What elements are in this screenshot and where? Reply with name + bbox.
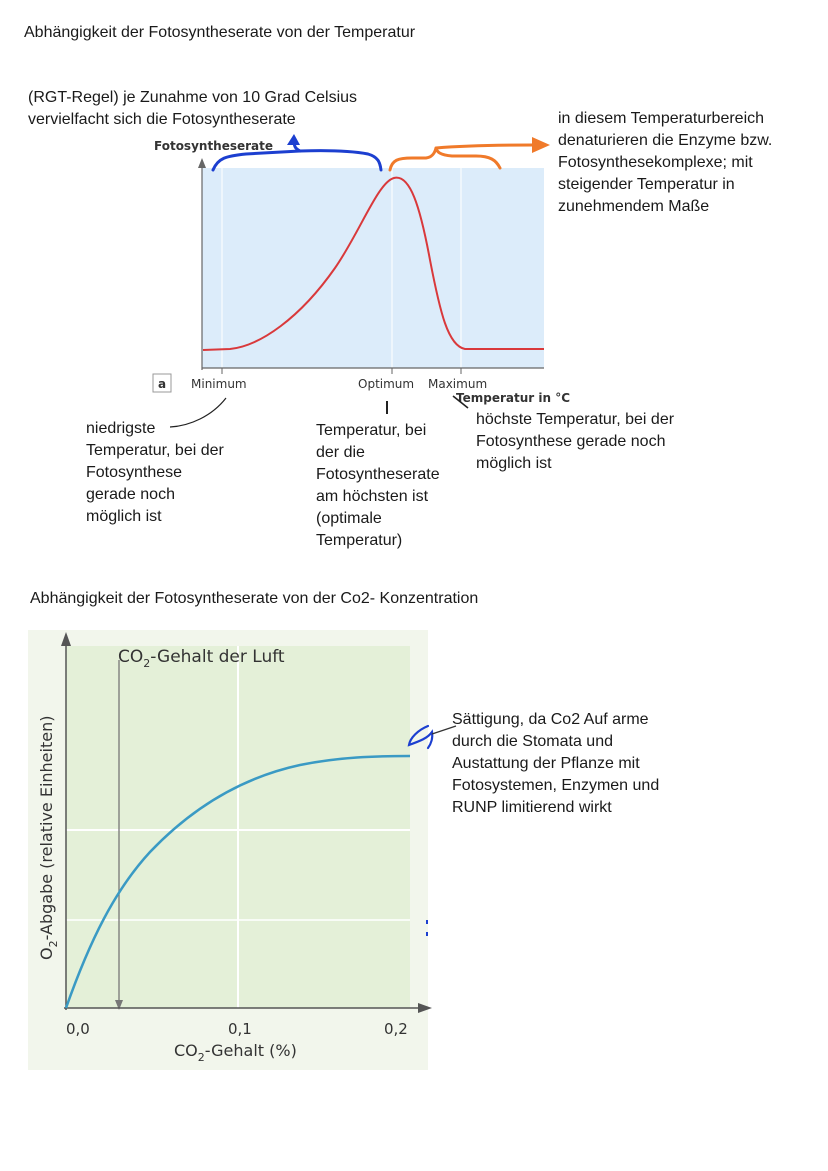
- x-tick-1: 0,1: [228, 1020, 252, 1038]
- tick-label-optimum: Optimum: [358, 377, 415, 391]
- blue-arrow-head-icon: [287, 134, 300, 145]
- denature-line: zunehmendem Maße: [558, 198, 710, 215]
- saturation-note-line: Austattung der Pflanze mit: [452, 755, 640, 772]
- orange-arrow-head-icon: [532, 137, 550, 153]
- denature-line: steigender Temperatur in: [558, 176, 735, 193]
- note-maximum: [476, 409, 674, 475]
- saturation-note-line: durch die Stomata und: [452, 733, 613, 750]
- note-optimum-line: (optimale: [316, 510, 382, 527]
- note-optimum-line: der die: [316, 444, 365, 461]
- y-axis-label: $O_2$-Abgabe (relative Einheiten): [37, 715, 60, 960]
- orange-bracket-mark: [390, 148, 500, 170]
- denature-line: denaturieren die Enzyme bzw.: [558, 132, 773, 149]
- note-optimum-line: Temperatur, bei: [316, 422, 427, 439]
- y-axis-label: Fotosyntheserate: [154, 139, 274, 153]
- air-co2-label: $CO_2$-Gehalt der Luft: [118, 647, 285, 670]
- x-tick-2: 0,2: [384, 1020, 408, 1038]
- note-maximum-line: Fotosynthese gerade noch: [476, 433, 666, 450]
- note-optimum-line: Temperatur): [316, 532, 403, 549]
- tick-label-minimum: Minimum: [191, 377, 247, 391]
- panel-label: a: [158, 377, 167, 391]
- y-axis-arrow: [198, 158, 206, 168]
- saturation-note-line: Sättigung, da Co2 Auf arme: [452, 711, 649, 728]
- rgt-line-1: (RGT-Regel) je Zunahme von 10 Grad Celsius: [28, 89, 358, 106]
- note-minimum-line: niedrigste: [86, 420, 156, 437]
- blue-bracket-mark: [213, 151, 381, 170]
- co2-chart: [0, 620, 828, 1080]
- note-minimum-line: möglich ist: [86, 508, 162, 525]
- denature-line: in diesem Temperaturbereich: [558, 110, 765, 127]
- rgt-line-2: vervielfacht sich die Fotosyntheserate: [28, 111, 296, 128]
- orange-arrow-line: [436, 145, 534, 148]
- saturation-note: [452, 709, 659, 819]
- note-minimum-line: Fotosynthese: [86, 464, 183, 481]
- note-minimum: [86, 418, 224, 528]
- note-maximum-line: möglich ist: [476, 455, 552, 472]
- x-tick-0: 0,0: [66, 1020, 90, 1038]
- note-optimum-line: am höchsten ist: [316, 488, 429, 505]
- chart-plot-area: [202, 168, 544, 368]
- tick-label-maximum: Maximum: [428, 377, 488, 391]
- denature-line: Fotosynthesekomplexe; mit: [558, 154, 753, 171]
- blue-speck: [426, 920, 428, 924]
- section1-title: Abhängigkeit der Fotosyntheserate von der Temperatur: [24, 24, 416, 41]
- note-maximum-line: höchste Temperatur, bei der: [476, 411, 675, 428]
- saturation-note-line: Fotosystemen, Enzymen und: [452, 777, 660, 794]
- note-minimum-line: gerade noch: [86, 486, 175, 503]
- blue-speck: [426, 932, 428, 936]
- x-axis-label: $CO_2$-Gehalt (%): [174, 1041, 297, 1064]
- note-minimum-line: Temperatur, bei der: [86, 442, 224, 459]
- note-optimum-line: Fotosyntheserate: [316, 466, 440, 483]
- section2-title: Abhängigkeit der Fotosyntheserate von der Co2- Konzentration: [30, 590, 479, 607]
- x-axis-label: Temperatur in °C: [456, 391, 570, 405]
- saturation-note-line: RUNP limitierend wirkt: [452, 799, 612, 816]
- note-optimum: [316, 420, 440, 552]
